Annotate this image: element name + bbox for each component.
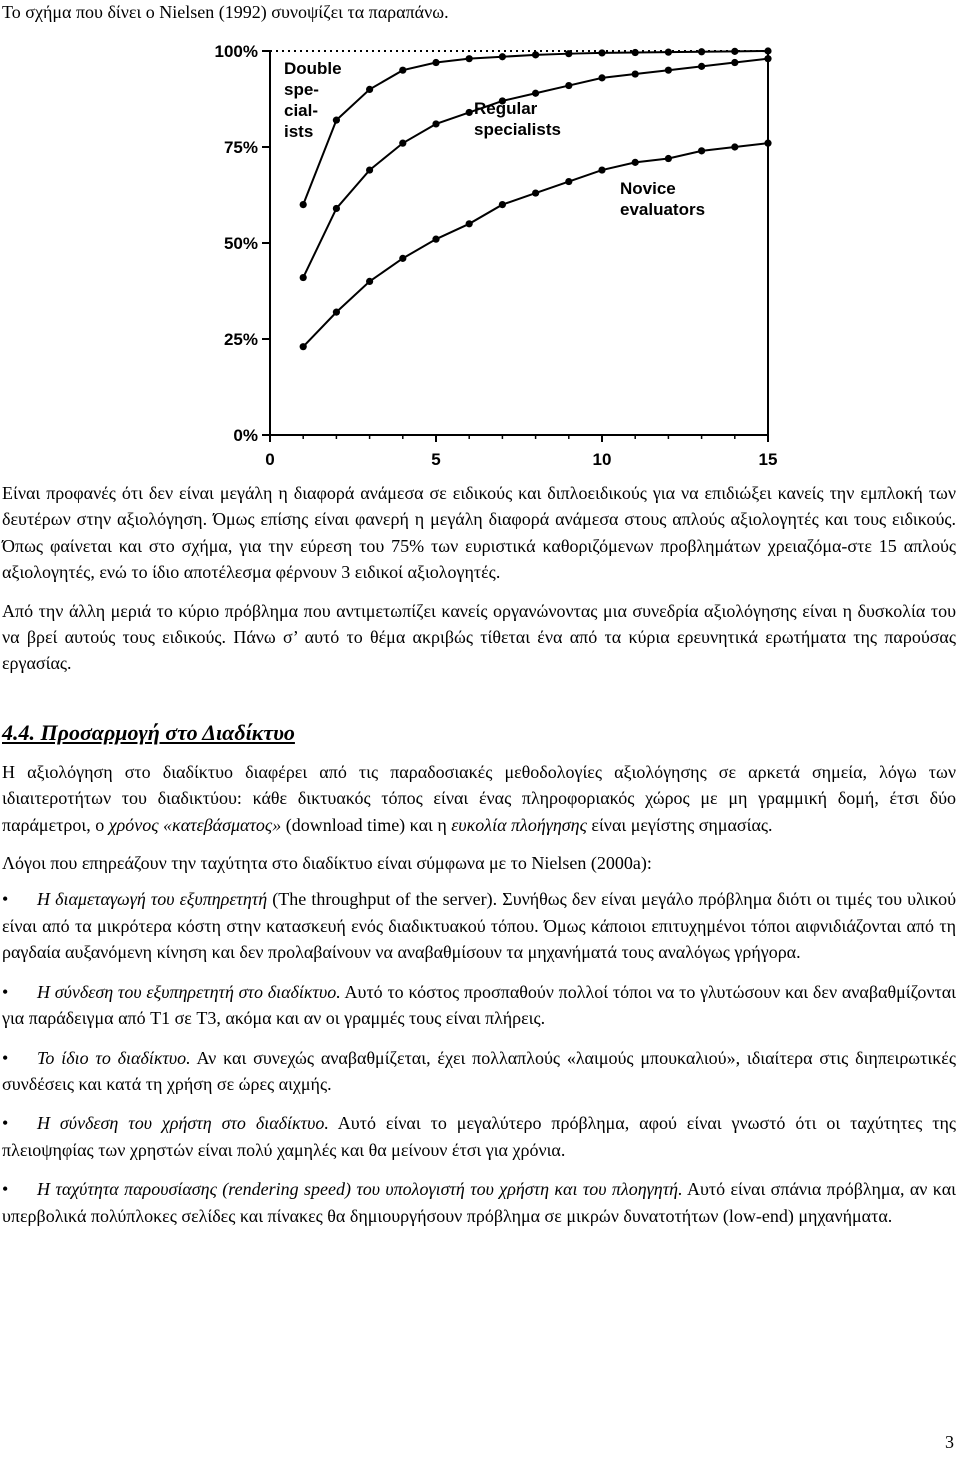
y-tick-label: 0% bbox=[233, 426, 258, 445]
data-point bbox=[366, 166, 373, 173]
page-number: 3 bbox=[945, 1432, 954, 1452]
paragraph-3-navigation: ευκολία πλοήγησης bbox=[451, 814, 587, 835]
data-point bbox=[499, 201, 506, 208]
data-point bbox=[499, 53, 506, 60]
series-label: Novice bbox=[620, 179, 676, 198]
list-item-text: Αυτό είναι το μεγαλύτερο πρόβλημα, αφού είναι γνωστό ότι οι ταχύτητες της πλειοψηφίας των χρηστών είναι πολύ χαμηλές και θα μείνουν έτσι για χρόνια. bbox=[2, 1113, 956, 1160]
list-item-text: Αυτό το κόστος προσπαθούν πολλοί τόποι να το γλυτώσουν και δεν αναβαθμίζονται για παράδειγμα από T1 σε T3, ακόμα και αν οι γραμμές τους είναι πλήρεις. bbox=[2, 981, 956, 1029]
bullet-mark: • bbox=[2, 1047, 9, 1068]
paragraph-3 bbox=[2, 759, 956, 838]
data-point bbox=[665, 49, 672, 56]
list-item-text: Αν και συνεχώς αναβαθμίζεται, έχει πολλαπλούς «λαιμούς μπουκαλιού», ιδιαίτερα στις διηπειρωτικές συνδέσεις και κατά τη χρήση σε ώρες αιχμής. bbox=[2, 1047, 956, 1094]
paragraph-3-part-c: (download time) και η bbox=[281, 814, 452, 835]
list-item bbox=[2, 1045, 956, 1098]
data-point bbox=[466, 109, 473, 116]
x-tick-label: 15 bbox=[758, 450, 778, 469]
data-point bbox=[764, 47, 771, 54]
data-point bbox=[632, 70, 639, 77]
data-point bbox=[466, 55, 473, 62]
data-point bbox=[632, 159, 639, 166]
paragraph-3-part-e: είναι μεγίστης σημασίας. bbox=[586, 814, 773, 835]
list-item bbox=[2, 1176, 956, 1229]
data-point bbox=[598, 74, 605, 81]
paragraph-3-part-a: Η αξιολόγηση στο διαδίκτυο διαφέρει από τις παραδοσιακές μεθοδολογίες αξιολόγησης σε αρκετά σημεία, λόγω των ιδιαιτεροτήτων του διαδικτύου: κάθε δικτυακός τόπος είναι ένας πληροφοριακός χώρος με μη γραμμική δομή, έτσι δύο παράμετροι, ο bbox=[2, 761, 956, 835]
section-heading: 4.4. Προσαρμογή στο Διαδίκτυο bbox=[2, 719, 295, 745]
data-point bbox=[300, 201, 307, 208]
data-point bbox=[532, 90, 539, 97]
y-tick-label: 25% bbox=[223, 330, 258, 349]
y-tick-label: 100% bbox=[214, 42, 258, 61]
bullet-mark: • bbox=[2, 1179, 9, 1200]
list-item-term: Το ίδιο το διαδίκτυο. bbox=[37, 1047, 191, 1068]
data-point bbox=[432, 236, 439, 243]
data-point bbox=[532, 189, 539, 196]
data-point bbox=[764, 140, 771, 147]
paragraph-2: Από την άλλη μεριά το κύριο πρόβλημα που αντιμετωπίζει κανείς οργανώνοντας μια συνεδρία αξιολόγησης είναι η δυσκολία του να βρεί αυτούς τους ειδικούς. Πάνω σ’ αυτό το θέμα ακριβώς τίθεται ένα από τα κύρια ερευνητικά ερωτήματα της παρούσας εργασίας. bbox=[2, 600, 956, 674]
data-point bbox=[598, 166, 605, 173]
data-point bbox=[366, 86, 373, 93]
bullet-mark: • bbox=[2, 889, 9, 910]
list-item bbox=[2, 1110, 956, 1163]
list-item-term: Η σύνδεση του χρήστη στο διαδίκτυο. bbox=[37, 1113, 329, 1134]
chart-figure bbox=[200, 38, 780, 480]
data-point bbox=[300, 274, 307, 281]
series-label: ists bbox=[284, 122, 314, 141]
data-point bbox=[466, 220, 473, 227]
bullet-mark: • bbox=[2, 981, 9, 1002]
data-point bbox=[565, 50, 572, 57]
list-item-term: Η σύνδεση του εξυπηρετητή στο διαδίκτυο. bbox=[37, 981, 341, 1002]
data-point bbox=[764, 55, 771, 62]
data-point bbox=[300, 343, 307, 350]
data-point bbox=[731, 59, 738, 66]
list-item bbox=[2, 979, 956, 1032]
list-item-term: Η ταχύτητα παρουσίασης (rendering speed) του υπολογιστή του χρήστη και του πλοηγητή. bbox=[37, 1179, 683, 1200]
y-tick-label: 75% bbox=[223, 138, 258, 157]
data-point bbox=[432, 59, 439, 66]
data-point bbox=[698, 147, 705, 154]
y-tick-label: 50% bbox=[223, 234, 258, 253]
data-point bbox=[698, 63, 705, 70]
series-line bbox=[303, 143, 768, 347]
paragraph-3-download-time: χρόνος «κατεβάσματος» bbox=[108, 814, 282, 835]
data-point bbox=[731, 48, 738, 55]
data-point bbox=[366, 278, 373, 285]
x-tick-label: 5 bbox=[431, 450, 441, 469]
series-label: Regular bbox=[474, 99, 538, 118]
list-item-text: (The throughput of the server). Συνήθως δεν είναι μεγάλο πρόβλημα διότι οι τιμές του υλικού είναι από τα μικρότερα κόστη στην κατασκευή ενός διαδικτυακού τόπου. Όμως κάποιοι επιτυχημένοι τόποι αιφνιδιάζονται από τη ραγδαία αυξανόμενη κίνηση και δεν προλαβαίνουν να αναβαθμίσουν τα μηχανήματά τους αναλόγως γρήγορα. bbox=[2, 889, 956, 963]
series-label: evaluators bbox=[620, 200, 706, 219]
series-label: specialists bbox=[474, 120, 561, 139]
bullet-mark: • bbox=[2, 1113, 9, 1134]
series-label: spe- bbox=[284, 80, 319, 99]
list-item bbox=[2, 886, 956, 965]
data-point bbox=[598, 49, 605, 56]
data-point bbox=[632, 49, 639, 56]
x-tick-label: 10 bbox=[592, 450, 612, 469]
data-point bbox=[698, 48, 705, 55]
data-point bbox=[333, 205, 340, 212]
data-point bbox=[665, 155, 672, 162]
line-chart bbox=[200, 38, 780, 480]
data-point bbox=[565, 178, 572, 185]
reasons-list bbox=[2, 886, 956, 1228]
list-item-term: Η διαμεταγωγή του εξυπηρετητή bbox=[37, 889, 268, 910]
data-point bbox=[565, 82, 572, 89]
paragraph-4: Λόγοι που επηρεάζουν την ταχύτητα στο διαδίκτυο είναι σύμφωνα με το Nielsen (2000a): bbox=[2, 853, 652, 874]
intro-sentence: Το σχήμα που δίνει ο Nielsen (1992) συνοψίζει τα παραπάνω. bbox=[2, 2, 449, 22]
paragraph-1: Είναι προφανές ότι δεν είναι μεγάλη η διαφορά ανάμεσα σε ειδικούς και διπλοειδικούς για να επιδιώξει κανείς την εμπλοκή των δευτέρων στην αξιολόγηση. Όμως επίσης είναι φανερή η μεγάλη διαφορά ανάμεσα στους απλούς αξιολογητές και τους ειδικούς. Όπως φαίνεται και στο σχήμα, για την εύρεση του 75% των ευριστικά καθοριζόμενων προβλημάτων χρειαζόμα-στε 15 απλούς αξιολογητές, ενώ το ίδιο αποτέλεσμα φέρνουν 3 ειδικοί αξιολογητές. bbox=[2, 483, 956, 583]
data-point bbox=[399, 255, 406, 262]
list-item-text: Αυτό είναι σπάνια πρόβλημα, αν και υπερβολικά πολύπλοκες σελίδες και πίνακες θα δημιουργήσουν πρόβλημα σε μικρών δυνατοτήτων (low-end) μηχανήματα. bbox=[2, 1179, 956, 1226]
data-point bbox=[432, 120, 439, 127]
data-point bbox=[665, 67, 672, 74]
series-label: Double bbox=[284, 59, 342, 78]
data-point bbox=[731, 143, 738, 150]
data-point bbox=[333, 309, 340, 316]
data-point bbox=[333, 117, 340, 124]
data-point bbox=[399, 140, 406, 147]
body-text bbox=[2, 480, 956, 1242]
data-point bbox=[399, 67, 406, 74]
data-point bbox=[532, 51, 539, 58]
x-tick-label: 0 bbox=[265, 450, 275, 469]
series-label: cial- bbox=[284, 101, 319, 120]
